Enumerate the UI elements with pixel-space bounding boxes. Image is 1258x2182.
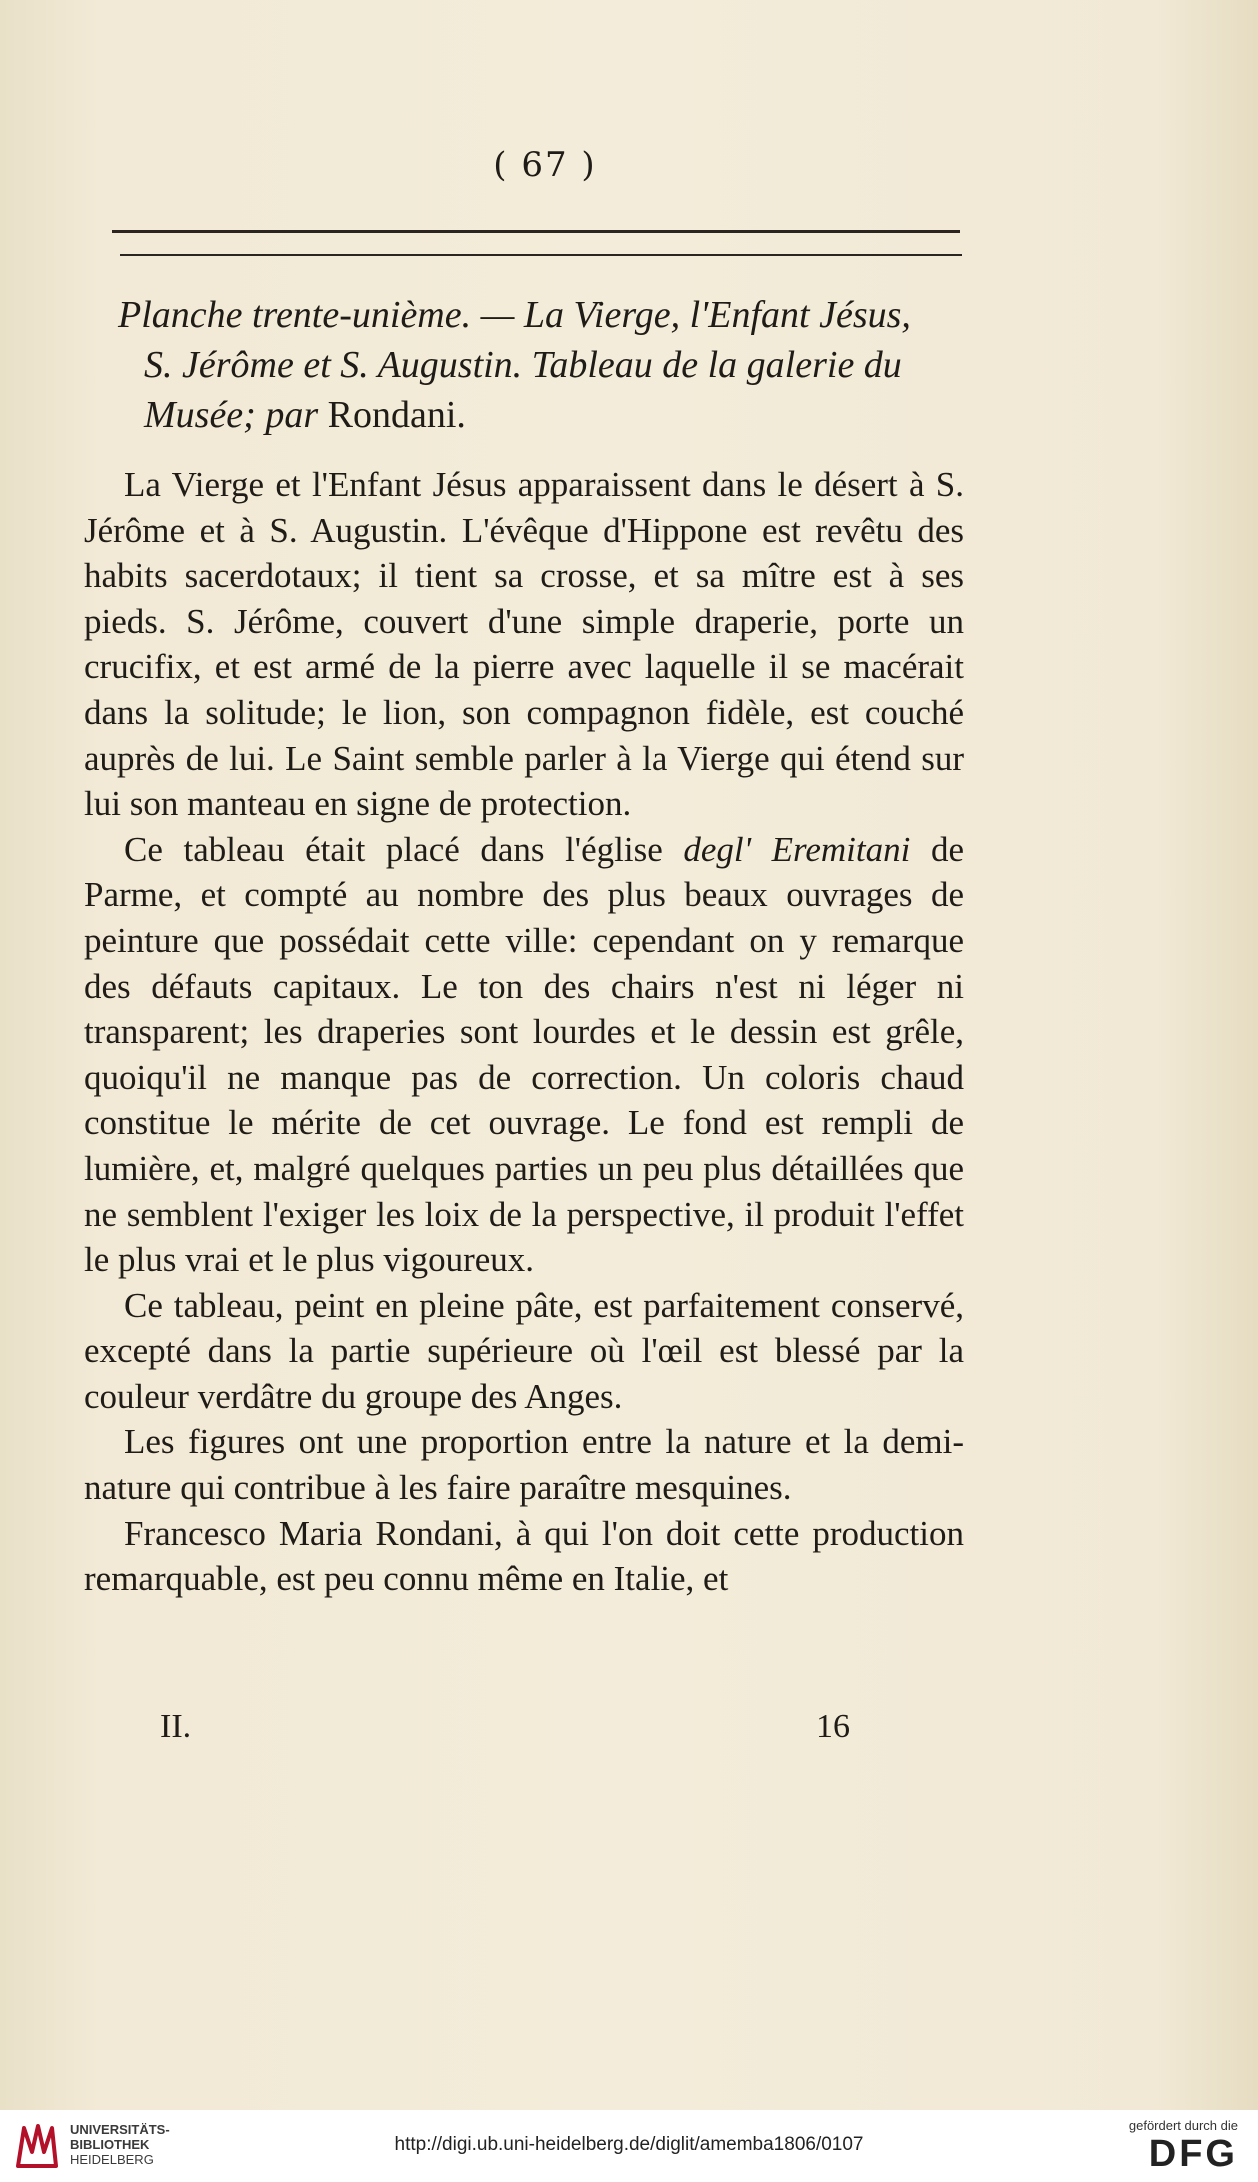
paragraph-3: Ce tableau, peint en pleine pâte, est parfaitement conservé, excepté dans la partie supérieure où l'œil est blessé par la couleur verdâtre du groupe des Anges.	[84, 1285, 964, 1416]
paragraph-2-after: de Parme, et compté au nombre des plus beaux ouvrages de peinture que possédait cette ville: cependant on y remarque des défauts capitaux. Le ton des chairs n'est ni léger ni transparent; les draperies sont lourdes et le dessin est grêle, quoiqu'il ne manque pas de correction. Un coloris chaud constitue le mérite de cet ouvrage. Le fond est rempli de lumière, et, malgré quelques parties un peu plus détaillées que ne semblent l'exiger les loix de la perspective, il produit l'effet le plus vrai et le plus vigoureux.	[84, 829, 964, 1280]
page-number: ( 67 )	[493, 145, 597, 185]
body-text	[84, 462, 964, 1602]
heading-line-3	[118, 390, 978, 440]
sponsor-label: gefördert durch die	[1128, 2118, 1238, 2133]
paragraph-1: La Vierge et l'Enfant Jésus apparaissent dans le désert à S. Jérôme et à S. Augustin. L'évêque d'Hippone est revêtu des habits sacerdotaux; il tient sa crosse, et sa mître est à ses pieds. S. Jérôme, couvert d'une simple draperie, porte un crucifix, et est armé de la pierre avec laquelle il se macérait dans la solitude; le lion, son compagnon fidèle, est couché auprès de lui. Le Saint semble parler à la Vierge qui étend sur lui son manteau en signe de protection.	[84, 465, 964, 824]
heading-line-3-roman: Rondani.	[318, 394, 466, 436]
heading-line-2: S. Jérôme et S. Augustin. Tableau de la galerie du	[144, 344, 902, 386]
signature-line	[160, 1708, 850, 1746]
paragraph-2	[84, 827, 964, 1283]
library-name: UNIVERSITÄTS- BIBLIOTHEK HEIDELBERG	[70, 2122, 170, 2167]
paragraph-2-before: Ce tableau était placé dans l'église	[124, 829, 684, 869]
paragraph-2-italic: degl' Eremitani	[683, 829, 911, 869]
viewer-footer	[0, 2110, 1258, 2182]
paragraph-4: Les figures ont une proportion entre la nature et la demi-nature qui contribue à les faire paraître mesquines.	[84, 1422, 964, 1508]
plate-heading	[118, 290, 978, 440]
heading-line-1: Planche trente-unième. — La Vierge, l'Enfant Jésus,	[118, 294, 911, 336]
header-rule-thick	[112, 230, 960, 233]
header-rule-thin	[120, 254, 962, 256]
heading-line-3-italic: Musée; par	[144, 394, 319, 436]
permalink-url[interactable]: http://digi.ub.uni-heidelberg.de/diglit/amemba1806/0107	[394, 2134, 864, 2155]
signature-left: II.	[160, 1708, 192, 1745]
signature-right: 16	[816, 1708, 850, 1745]
dfg-logo: DFG	[1148, 2133, 1238, 2175]
paragraph-5: Francesco Maria Rondani, à qui l'on doit cette production remarquable, est peu connu même en Italie, et	[84, 1513, 964, 1599]
